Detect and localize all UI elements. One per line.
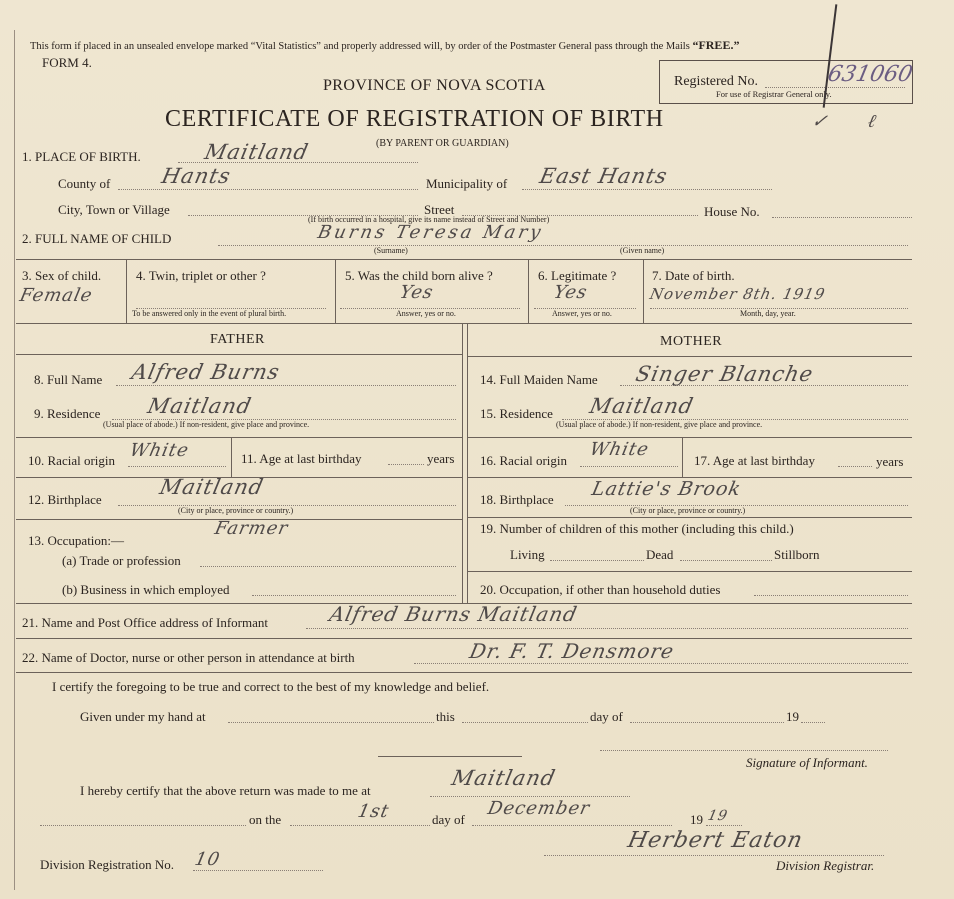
- dayof-line: [630, 722, 784, 723]
- onthe-value: 1st: [355, 801, 392, 822]
- informant-line: [306, 628, 908, 629]
- year-prefix: 19: [786, 709, 799, 724]
- father-heading: FATHER: [210, 332, 265, 347]
- father-res-label: 9. Residence: [34, 406, 101, 421]
- ink-mark: ℓ: [865, 111, 879, 132]
- father-racial-line: [128, 466, 226, 467]
- county-line: [118, 189, 418, 190]
- onthe-lead-line: [40, 825, 246, 826]
- county-value: Hants: [159, 164, 234, 188]
- year2-prefix: 19: [690, 812, 703, 827]
- center-divider-2: [467, 323, 468, 603]
- separator-line: [378, 756, 522, 757]
- page-subtitle: (BY PARENT OR GUARDIAN): [376, 138, 509, 149]
- center-divider: [462, 323, 463, 603]
- father-name-label: 8. Full Name: [34, 372, 103, 387]
- mother-birthplace-label: 18. Birthplace: [480, 492, 554, 507]
- doctor-label: 22. Name of Doctor, nurse or other person in attendance at birth: [22, 650, 355, 665]
- father-birthplace-value: Maitland: [157, 475, 267, 499]
- return-place: Maitland: [449, 766, 559, 790]
- year-line: [801, 722, 825, 723]
- left-margin-line: [14, 30, 15, 890]
- mother-row-a: [467, 437, 912, 438]
- registrar-sig-line: [544, 855, 884, 856]
- doctor-line: [414, 663, 908, 664]
- mother-children-label: 19. Number of children of this mother (including this child.): [480, 521, 794, 536]
- registered-number: 631060: [825, 62, 915, 87]
- county-label: County of: [58, 176, 111, 191]
- row-line-5: [16, 638, 912, 639]
- twin-label: 4. Twin, triplet or other ?: [136, 268, 266, 283]
- mother-years-label: years: [876, 454, 904, 469]
- this-line: [462, 722, 588, 723]
- date-note: Month, day, year.: [740, 309, 796, 318]
- mother-racial-value: White: [587, 439, 652, 460]
- house-label: House No.: [704, 204, 760, 219]
- mother-occ-label: 20. Occupation, if other than household duties: [480, 582, 721, 597]
- mother-living-label: Living: [510, 547, 545, 562]
- row-line-2: [16, 323, 912, 324]
- sig-informant-label: Signature of Informant.: [746, 755, 868, 770]
- municipality-line: [522, 189, 772, 190]
- mother-age-line: [838, 466, 872, 467]
- mother-res-value: Maitland: [587, 394, 697, 418]
- alive-value: Yes: [397, 282, 436, 303]
- col-line-3: [528, 259, 529, 323]
- row-line-6: [16, 672, 912, 673]
- onthe-line: [290, 825, 430, 826]
- given-note: (Given name): [620, 246, 665, 255]
- alive-label: 5. Was the child born alive ?: [345, 268, 493, 283]
- mother-racial-line: [580, 466, 678, 467]
- mother-birthplace-value: Lattie's Brook: [589, 478, 744, 500]
- division-label: Division Registration No.: [40, 857, 174, 872]
- father-business-label: (b) Business in which employed: [62, 582, 230, 597]
- mother-racial-label: 16. Racial origin: [480, 453, 568, 468]
- registered-line: [765, 87, 905, 88]
- mother-res-note: (Usual place of abode.) If non-resident, give place and province.: [556, 420, 763, 429]
- division-value: 10: [192, 849, 223, 870]
- father-age-line: [388, 464, 424, 465]
- father-birthplace-note: (City or place, province or country.): [178, 506, 294, 515]
- father-name-line: [116, 385, 456, 386]
- mail-notice: [30, 39, 739, 53]
- page-title: CERTIFICATE OF REGISTRATION OF BIRTH: [165, 106, 664, 132]
- street-note: (If birth occurred in a hospital, give its name instead of Street and Number): [308, 215, 550, 224]
- date-value: November 8th. 1919: [648, 285, 828, 303]
- surname-note: (Surname): [374, 246, 408, 255]
- col-line-2: [335, 259, 336, 323]
- father-occ-label: 13. Occupation:—: [28, 533, 125, 548]
- col-line-1: [126, 259, 127, 323]
- sex-label: 3. Sex of child.: [22, 268, 102, 283]
- mother-name-value: Singer Blanche: [633, 362, 816, 386]
- mother-heading: MOTHER: [660, 334, 723, 349]
- street-label: Street: [424, 202, 455, 217]
- full-name-label: 2. FULL NAME OF CHILD: [22, 231, 172, 246]
- this-label: this: [436, 709, 455, 724]
- father-racial-value: White: [127, 440, 192, 461]
- sex-value: Female: [17, 285, 95, 306]
- informant-value: Alfred Burns Maitland: [327, 602, 580, 626]
- mother-dead-label: Dead: [646, 547, 674, 562]
- certify-statement: I certify the foregoing to be true and correct to the best of my knowledge and belief.: [52, 679, 490, 694]
- row-line-3b: [467, 356, 912, 357]
- father-years-label: years: [427, 451, 455, 466]
- place-of-birth-label: 1. PLACE OF BIRTH.: [22, 149, 141, 164]
- city-label: City, Town or Village: [58, 202, 170, 217]
- father-row-a: [16, 437, 462, 438]
- return-label: I hereby certify that the above return was made to me at: [80, 783, 371, 798]
- house-line: [772, 217, 912, 218]
- mother-birthplace-note: (City or place, province or country.): [630, 506, 746, 515]
- year2-value: 19: [706, 808, 730, 824]
- municipality-label: Municipality of: [426, 176, 508, 191]
- father-res-value: Maitland: [145, 394, 255, 418]
- legit-label: 6. Legitimate ?: [538, 268, 617, 283]
- date-label: 7. Date of birth.: [652, 268, 735, 283]
- division-line: [193, 870, 323, 871]
- sig-informant-line: [600, 750, 888, 751]
- onthe-label: on the: [249, 812, 282, 827]
- registered-label: Registered No.: [674, 74, 758, 89]
- given-line: [228, 722, 434, 723]
- col-line-4: [643, 259, 644, 323]
- father-trade-label: (a) Trade or profession: [62, 553, 181, 568]
- father-occ-value: Farmer: [212, 518, 291, 539]
- municipality-value: East Hants: [537, 164, 670, 188]
- alive-note: Answer, yes or no.: [396, 309, 456, 318]
- father-birthplace-label: 12. Birthplace: [28, 492, 102, 507]
- mother-dead-line: [680, 560, 772, 561]
- mother-occ-line: [754, 595, 908, 596]
- registrar-signature: Herbert Eaton: [625, 828, 806, 853]
- place-of-birth-value: Maitland: [202, 140, 312, 164]
- father-business-line: [252, 595, 456, 596]
- doctor-value: Dr. F. T. Densmore: [467, 639, 677, 663]
- father-racial-label: 10. Racial origin: [28, 453, 116, 468]
- full-name-value: Burns Teresa Mary: [315, 222, 546, 243]
- check-mark: ✓: [809, 111, 831, 132]
- dayof2-label: day of: [432, 812, 465, 827]
- dayof2-line: [472, 825, 672, 826]
- father-col-a: [231, 437, 232, 477]
- row-line-1: [16, 259, 912, 260]
- row-line-3: [16, 354, 462, 355]
- year2-line: [706, 825, 742, 826]
- mail-notice-text: This form if placed in an unsealed envelope marked “Vital Statistics” and properly addressed will, by order of the Postmaster General pass through the Mails: [30, 41, 690, 52]
- father-res-note: (Usual place of abode.) If non-resident, give place and province.: [103, 420, 310, 429]
- form-number: FORM 4.: [42, 55, 92, 70]
- mother-res-label: 15. Residence: [480, 406, 553, 421]
- mother-row-c: [467, 517, 912, 518]
- registrar-label: Division Registrar.: [776, 858, 875, 873]
- mother-stillborn-label: Stillborn: [774, 547, 820, 562]
- dayof2-value: December: [485, 798, 593, 819]
- father-age-label: 11. Age at last birthday: [241, 451, 362, 466]
- legit-value: Yes: [551, 282, 590, 303]
- mother-name-label: 14. Full Maiden Name: [480, 372, 598, 387]
- province-heading: PROVINCE OF NOVA SCOTIA: [323, 77, 546, 94]
- free-label: “FREE.”: [692, 38, 740, 52]
- twin-note: To be answered only in the event of plural birth.: [132, 309, 287, 318]
- informant-label: 21. Name and Post Office address of Informant: [22, 615, 268, 630]
- father-name-value: Alfred Burns: [129, 360, 283, 384]
- mother-living-line: [550, 560, 644, 561]
- father-trade-line: [200, 566, 456, 567]
- mother-col-a: [682, 437, 683, 477]
- return-line: [430, 796, 630, 797]
- mother-row-d: [467, 571, 912, 572]
- legit-note: Answer, yes or no.: [552, 309, 612, 318]
- registered-note: For use of Registrar General only.: [716, 89, 832, 99]
- full-name-line: [218, 245, 908, 246]
- mother-age-label: 17. Age at last birthday: [694, 453, 815, 468]
- dayof-label: day of: [590, 709, 623, 724]
- given-label: Given under my hand at: [80, 709, 206, 724]
